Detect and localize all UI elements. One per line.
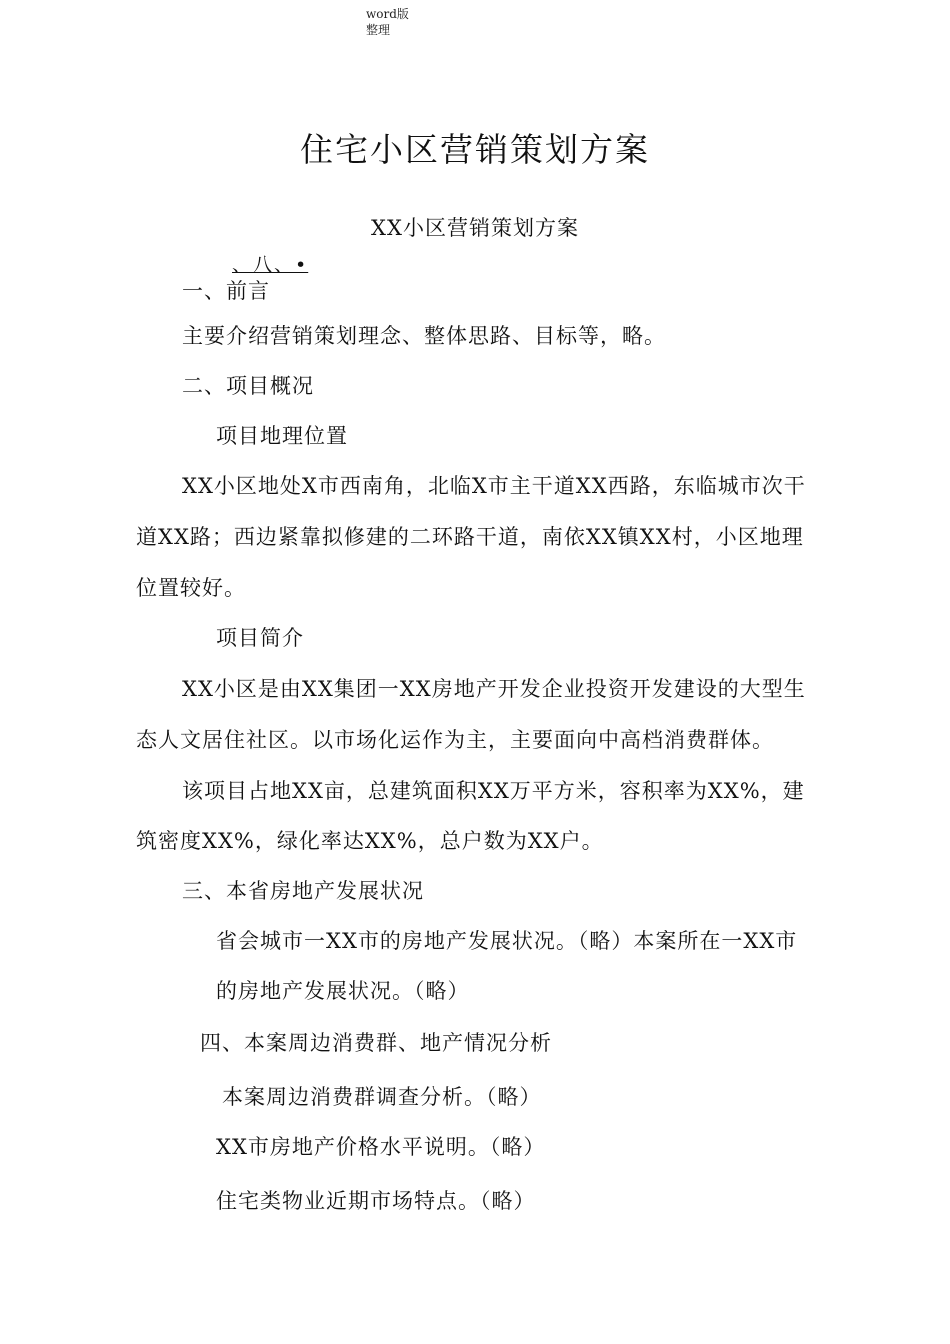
intro-line-2: 态人文居住社区。以市场化运作为主，主要面向中高档消费群体。: [136, 728, 774, 752]
location-line-2: 道XX路；西边紧靠拟修建的二环路干道，南依XX镇XX村，小区地理: [136, 525, 804, 549]
analysis-item-1: 本案周边消费群调查分析。（略）: [222, 1085, 542, 1109]
scan-artifact-marks: 、八、•: [232, 254, 309, 276]
header-line-2: 整理: [366, 23, 391, 37]
header-line-1: word版: [366, 7, 409, 21]
intro-line-3: 该项目占地XX亩，总建筑面积XX万平方米，容积率为XX%，建: [182, 779, 805, 803]
section-heading-preface: 一、前言: [182, 279, 270, 303]
preface-body: 主要介绍营销策划理念、整体思路、目标等，略。: [182, 324, 666, 348]
analysis-item-2: XX市房地产价格水平说明。（略）: [216, 1135, 546, 1159]
subheading-intro: 项目简介: [216, 626, 304, 650]
province-line-1: 省会城市一XX市的房地产发展状况。（略）本案所在一XX市: [216, 929, 798, 953]
document-subtitle: XX小区营销策划方案: [371, 216, 579, 240]
province-line-2: 的房地产发展状况。（略）: [216, 979, 470, 1003]
section-heading-analysis: 四、本案周边消费群、地产情况分析: [200, 1031, 552, 1055]
document-title: 住宅小区营销策划方案: [300, 130, 650, 169]
location-line-3: 位置较好。: [136, 576, 246, 600]
analysis-item-3: 住宅类物业近期市场特点。（略）: [216, 1189, 536, 1213]
section-heading-province: 三、本省房地产发展状况: [182, 879, 424, 903]
subheading-location: 项目地理位置: [216, 424, 348, 448]
section-heading-overview: 二、项目概况: [182, 374, 314, 398]
intro-line-1: XX小区是由XX集团一XX房地产开发企业投资开发建设的大型生: [182, 677, 806, 701]
intro-line-4: 筑密度XX%，绿化率达XX%，总户数为XX户。: [136, 829, 604, 853]
location-line-1: XX小区地处X市西南角，北临X市主干道XX西路，东临城市次干: [182, 474, 806, 498]
